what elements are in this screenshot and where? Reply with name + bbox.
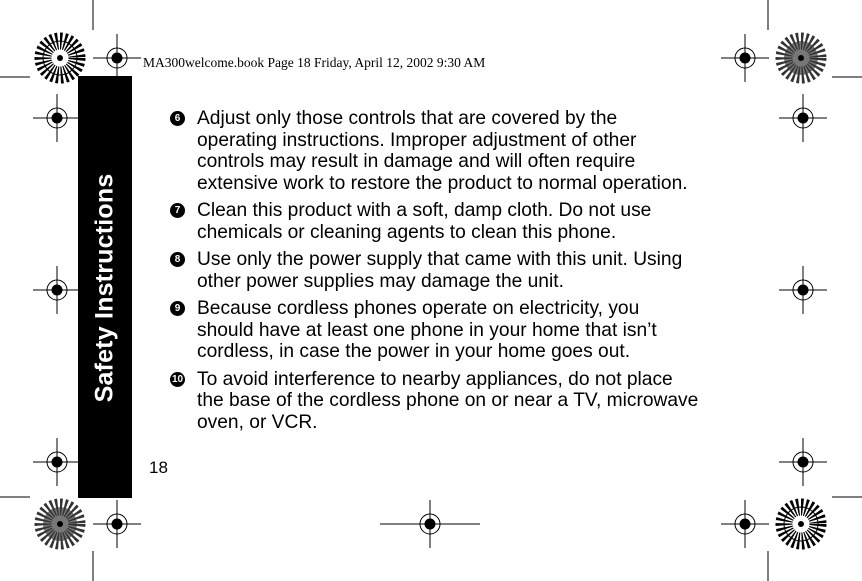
side-tab-label: Safety Instructions <box>90 173 119 403</box>
list-item <box>170 108 700 194</box>
print-header: MA300welcome.book Page 18 Friday, April 12, 2002 9:30 AM <box>143 55 486 70</box>
item-text: Adjust only those controls that are covered by the operating instructions. Improper adjustment of other controls may result in damage and will often require extensive work to restore the product to normal operation. <box>197 108 688 194</box>
item-number-badge: 10 <box>171 373 184 385</box>
item-text: To avoid interference to nearby appliances, do not place the base of the cordless phone on or near a TV, microwave oven, or VCR. <box>197 368 699 433</box>
item-number-badge: 8 <box>170 252 185 267</box>
item-number-badge: 6 <box>170 111 185 126</box>
list-item <box>170 200 700 243</box>
item-number-badge: 9 <box>170 301 185 316</box>
item-text: Use only the power supply that came with this unit. Using other power supplies may damage the unit. <box>197 249 683 292</box>
item-number-badge: 7 <box>170 203 185 218</box>
item-text: Because cordless phones operate on electricity, you should have at least one phone in your home that isn’t cordless, in case the power in your home goes out. <box>197 298 657 362</box>
list-item <box>170 298 700 363</box>
list-item <box>170 249 700 292</box>
list-item <box>170 369 700 434</box>
instruction-list <box>170 108 700 439</box>
page-number: 18 <box>149 458 168 477</box>
item-text: Clean this product with a soft, damp cloth. Do not use chemicals or cleaning agents to clean this phone. <box>197 200 652 243</box>
